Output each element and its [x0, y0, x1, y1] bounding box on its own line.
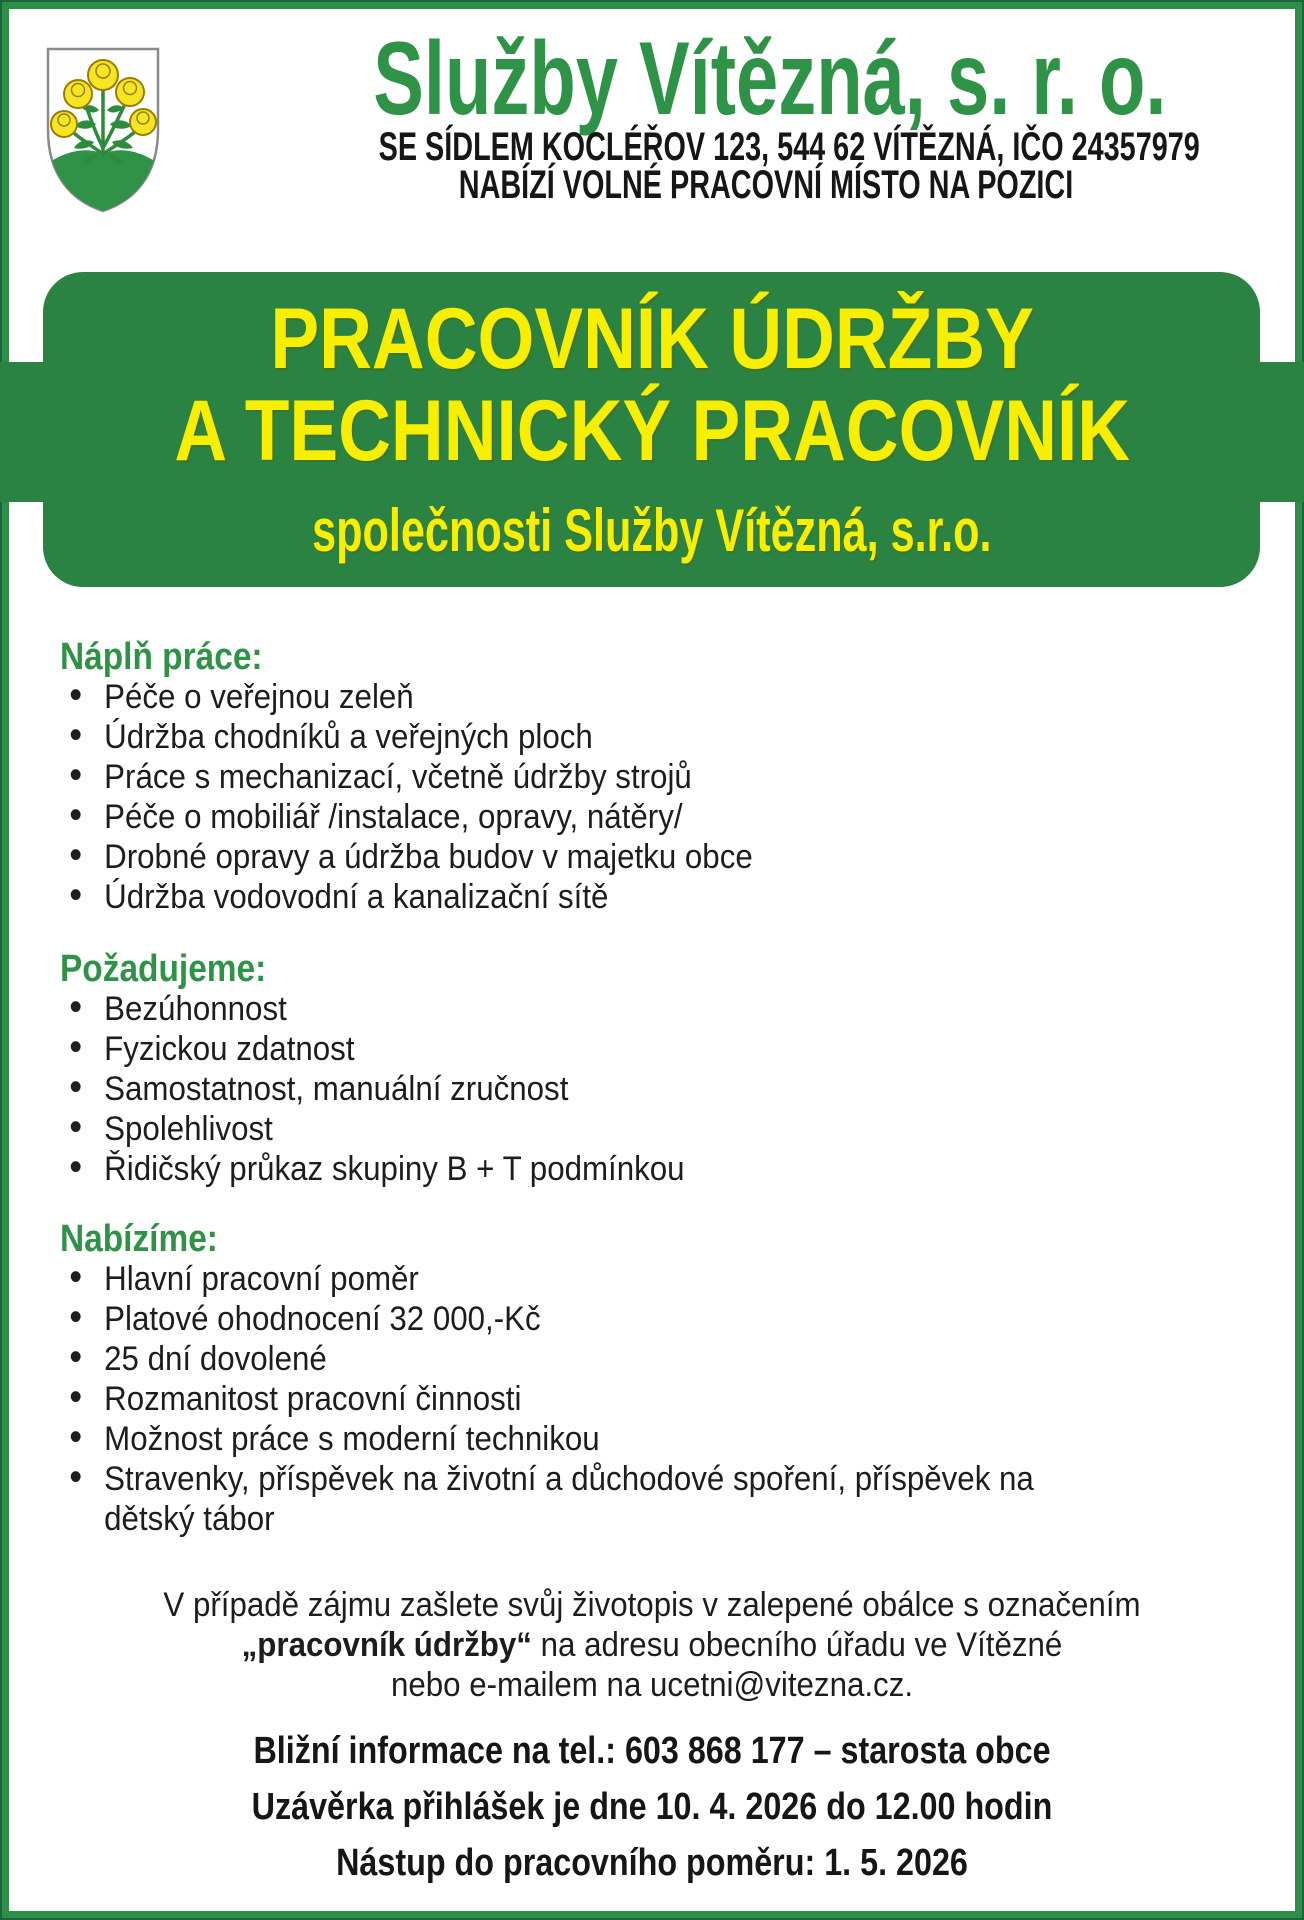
list-item: • Platové ohodnocení 32 000,-Kč	[60, 1299, 1035, 1339]
instructions-line-2-rest: na adresu obecního úřadu ve Vítězné	[531, 1626, 1063, 1664]
list-item: • Péče o mobiliář /instalace, opravy, nátěry/	[60, 797, 1035, 837]
contact-block	[0, 1729, 1304, 1885]
list-item: • Práce s mechanizací, včetně údržby strojů	[60, 757, 1035, 797]
section-heading: Požadujeme:	[60, 948, 267, 990]
instructions-line-2	[52, 1625, 1252, 1665]
instructions-line-3-email: nebo e-mailem na ucetni@vitezna.cz.	[390, 1666, 914, 1704]
application-instructions	[0, 1585, 1304, 1705]
job-label-quoted: „pracovník údržby“	[241, 1626, 532, 1664]
coat-of-arms-logo	[44, 46, 162, 216]
list-item: • Rozmanitost pracovní činnosti	[60, 1379, 1035, 1419]
list-item: • Spolehlivost	[60, 1109, 1035, 1149]
bullet-list	[60, 1259, 1120, 1539]
company-title: Služby Vítězná, s. r. o.	[373, 21, 1167, 137]
list-item: • Fyzickou zdatnost	[60, 1029, 1035, 1069]
list-item: • Péče o veřejnou zeleň	[60, 677, 1035, 717]
job-title-line-2: A TECHNICKÝ PRACOVNÍK	[174, 382, 1130, 479]
list-item: • 25 dní dovolené	[60, 1339, 1035, 1379]
bullet-section	[60, 947, 1284, 1189]
header	[0, 0, 1304, 207]
list-item: • Možnost práce s moderní technikou	[60, 1419, 1035, 1459]
bullet-section	[60, 635, 1284, 917]
job-title-subtitle: společnosti Služby Vítězná, s.r.o.	[312, 496, 992, 564]
bullet-list	[60, 677, 1120, 917]
list-item: • Stravenky, příspěvek na životní a důchodové spoření, příspěvek na dětský tábor	[60, 1459, 1035, 1539]
start-date-line: Nástup do pracovního poměru: 1. 5. 2026	[336, 1842, 968, 1884]
bullet-section	[60, 1217, 1284, 1539]
deadline-line: Uzávěrka přihlášek je dne 10. 4. 2026 do 12.00 hodin	[251, 1786, 1053, 1828]
section-heading: Náplň práce:	[60, 636, 263, 678]
section-heading: Nabízíme:	[60, 1218, 218, 1260]
instructions-line-1: V případě zájmu zašlete svůj životopis v zalepené obálce s označením	[163, 1586, 1141, 1624]
list-item: • Hlavní pracovní poměr	[60, 1259, 1035, 1299]
job-title-banner	[0, 272, 1304, 587]
list-item: • Údržba vodovodní a kanalizační sítě	[60, 877, 1035, 917]
company-address: SE SÍDLEM KOCLÉŘOV 123, 544 62 VÍTĚZNÁ, IČO 24357979	[378, 125, 1200, 169]
bullet-list	[60, 989, 1120, 1189]
list-item: • Bezúhonnost	[60, 989, 1035, 1029]
list-item: • Samostatnost, manuální zručnost	[60, 1069, 1035, 1109]
header-text-block	[228, 21, 1304, 207]
phone-info-line: Bližní informace na tel.: 603 868 177 – starosta obce	[253, 1730, 1051, 1772]
list-item: • Řidičský průkaz skupiny B + T podmínkou	[60, 1149, 1035, 1189]
job-title-line-1: PRACOVNÍK ÚDRŽBY	[270, 290, 1034, 387]
vacancy-intro: NABÍZÍ VOLNÉ PRACOVNÍ MÍSTO NA POZICI	[458, 163, 1074, 207]
list-item: • Drobné opravy a údržba budov v majetku obce	[60, 837, 1035, 877]
sections	[0, 635, 1304, 1539]
list-item: • Údržba chodníků a veřejných ploch	[60, 717, 1035, 757]
